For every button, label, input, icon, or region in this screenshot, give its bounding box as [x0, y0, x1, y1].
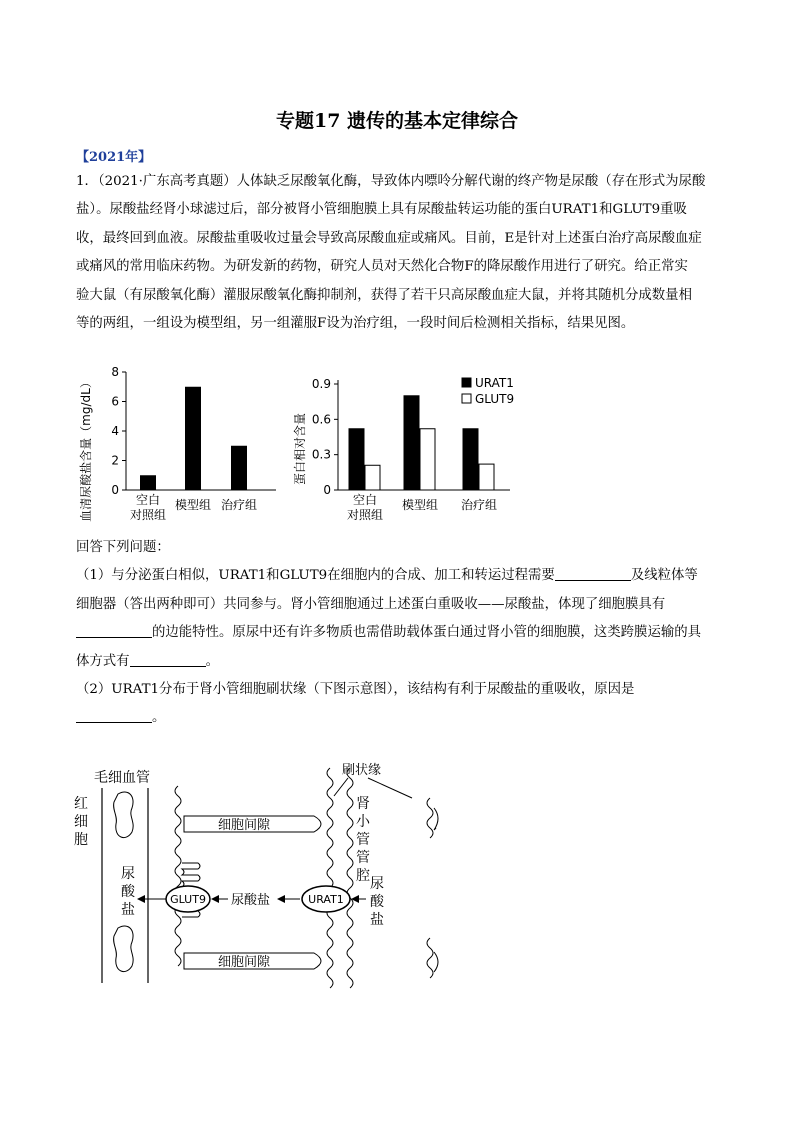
page-title: 专题17 遗传的基本定律综合: [275, 110, 519, 132]
chart2-xtick: 对照组: [346, 508, 384, 522]
chart2-ytick-label: 0.9: [311, 377, 331, 391]
red-blood-cell: [114, 926, 134, 972]
stem-line: 收，最终回到血液。尿酸盐重吸收过量会导致高尿酸血症或痛风。目前，E是针对上述蛋白治疗高尿酸血症: [76, 230, 702, 246]
sub1-line4-end: 。: [205, 653, 219, 669]
tubule-cell-edge: [434, 808, 438, 830]
chart1-ytick-label: 2: [111, 453, 119, 468]
brush-border-diagram: [66, 758, 446, 1008]
glut9-label: GLUT9: [170, 893, 206, 906]
chart2-bar-urat1: [404, 396, 419, 490]
legend-swatch-glut9: [462, 394, 471, 403]
stem-line: 盐）。尿酸盐经肾小球滤过后，部分被肾小管细胞膜上具有尿酸盐转运功能的蛋白URAT1和GLUT9重吸: [76, 202, 687, 218]
chart2-ytick-label: 0: [323, 483, 331, 497]
serum-urate-chart: [76, 362, 286, 532]
sub2-line1: （2）URAT1分布于肾小管细胞刷状缘（下图示意图），该结构有利于尿酸盐的重吸收，原因是: [76, 682, 635, 698]
chart2-xtick: 空白: [352, 493, 378, 507]
brush-label: 刷状缘: [342, 763, 382, 778]
tubule-cell-edge: [434, 952, 438, 972]
chart2-xtick: 治疗组: [460, 498, 498, 512]
chart2-xtick: 模型组: [401, 498, 439, 512]
stem-line: 验大鼠（有尿酸氧化酶）灌服尿酸氧化酶抑制剂，获得了若干只高尿酸血症大鼠，并将其随机分成数量相: [76, 287, 692, 303]
brush-pointer: [368, 778, 412, 798]
answer-blank[interactable]: [76, 708, 152, 723]
chart1-ytick-label: 4: [111, 424, 119, 438]
apical-membrane: [347, 768, 353, 988]
chart1-bar: [185, 387, 201, 490]
urat1-label: URAT1: [308, 893, 344, 906]
chart2-ytick-label: 0.6: [311, 412, 331, 427]
sub1-line3: 的边能特性。原尿中还有许多物质也需借助载体蛋白通过肾小管的细胞膜，这类跨膜运输的具: [152, 625, 702, 641]
chart1-xtick: 治疗组: [220, 498, 258, 512]
chart2-bar-glut9: [479, 464, 494, 490]
urate-mid-label: 尿酸盐: [231, 893, 271, 908]
chart1-xtick: 对照组: [129, 508, 167, 522]
answer-blank[interactable]: [130, 652, 206, 667]
chart1-xtick: 模型组: [174, 498, 212, 512]
chart1-bar: [140, 475, 156, 490]
brush-pointer: [334, 778, 348, 796]
chart1-ytick-label: 8: [111, 365, 119, 379]
stem-line: 等的两组，一组设为模型组，另一组灌服F设为治疗组，一段时间后检测相关指标，结果见图。: [76, 316, 635, 332]
sub1-line2: 细胞器（答出两种即可）共同参与。肾小管细胞通过上述蛋白重吸收——尿酸盐，体现了细胞膜具有: [76, 596, 666, 612]
chart2-ytick-label: 0.3: [311, 447, 331, 462]
sub1-line1: （1）与分泌蛋白相似，URAT1和GLUT9在细胞内的合成、加工和转运过程需要: [76, 568, 555, 584]
gap-bottom-label: 细胞间隙: [218, 955, 271, 970]
sub1-line4: 体方式有: [76, 653, 130, 669]
chart1-bar: [231, 446, 247, 490]
chart1-ylabel: 血清尿酸盐含量（mg/dL）: [79, 376, 93, 522]
sub2-line2-end: 。: [152, 710, 166, 726]
chart1-ytick-label: 0: [111, 483, 119, 497]
protein-level-chart: [290, 362, 540, 532]
apical-membrane: [327, 768, 333, 988]
legend-swatch-urat1: [462, 378, 471, 387]
answer-blank[interactable]: [76, 623, 152, 638]
chart1-ytick-label: 6: [111, 394, 119, 409]
stem-line: 1．（2021·广东高考真题）人体缺乏尿酸氧化酶，导致体内嘌呤分解代谢的终产物是尿酸（存在形式为尿酸: [76, 174, 706, 189]
chart2-ylabel: 蛋白相对含量: [293, 412, 307, 486]
tubule-cell-edge: [427, 798, 433, 838]
sub1-line1-end: 及线粒体等: [630, 568, 698, 584]
basal-membrane: [175, 786, 181, 966]
rbc-label: 红细胞: [74, 796, 88, 848]
chart2-bar-glut9: [420, 429, 435, 490]
question-1-stem: [76, 168, 726, 338]
chart2-bar-glut9: [365, 465, 380, 490]
legend-label-glut9: GLUT9: [475, 392, 515, 406]
chart1-xtick: 空白: [135, 493, 161, 507]
capillary-label: 毛细血管: [94, 770, 150, 786]
questions-block: [76, 534, 726, 733]
stem-line: 或痛风的常用临床药物。为研发新的药物，研究人员对天然化合物F的降尿酸作用进行了研究。给正常实: [76, 259, 688, 275]
red-blood-cell: [114, 792, 134, 838]
chart2-bar-urat1: [463, 429, 478, 490]
chart2-bar-urat1: [349, 429, 364, 490]
answer-prompt: 回答下列问题：: [76, 540, 170, 555]
section-year: 【2021年】: [76, 150, 152, 165]
gap-top-label: 细胞间隙: [218, 818, 271, 833]
legend-label-urat1: URAT1: [475, 376, 514, 390]
lumen-label: 肾小管管腔: [356, 796, 370, 884]
urate-left-label: 尿酸盐: [121, 866, 135, 918]
tubule-cell-edge: [427, 938, 433, 978]
urate-right-label: 尿酸盐: [370, 876, 384, 928]
answer-blank[interactable]: [555, 566, 631, 581]
